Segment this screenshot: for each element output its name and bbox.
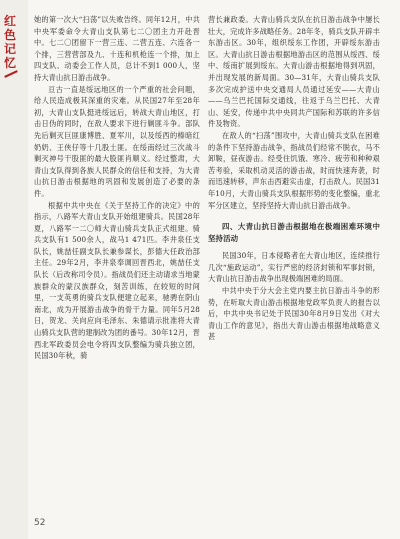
left-paragraph-3: 根据中共中央在《关于坚持工作的决定》中的指示，八路军大青山支队开始组建骑兵。民国28年夏，八路军一二〇师大青山骑兵支队正式组建。骑兵支队有1 500余人，战马1 471匹。李井泉任支队长，姚喆任副支队长兼参谋长，彭德大任政治部主任。29年2月，李井泉奉调回晋西北，姚喆任支队长（后改称司令员）。指战员们还主动请求当地蒙族群众的蒙汉族群众，刻苦训练，在较短的时间里，一支英勇的骑兵支队便建立起来，驰骋在阴山南北，成为开展游击战争的骨干力量。同年5月28日，贺龙、关向应向毛泽东、朱德请示批准将大青山骑兵支队营的建制改为团的番号。30年12月，晋西北军政委员会电令将四支队整编为骑兵独立团，民国30年秋，骑	[34, 200, 200, 361]
left-paragraph-1: 她的第一次大“扫荡”以失败告终。同年12月，中共中央军委命令大青山支队第七二〇团主力开赴晋中。七二〇团留下一营三连、二营五连、六连各一个排，三营营部及九、十连和机枪连一个排，加上四支队、动委会工作人员，总计不到1 000人，坚持大青山抗日游击战争。	[34, 15, 200, 82]
left-column	[34, 14, 200, 362]
section-label	[4, 14, 26, 75]
left-paragraph-2: 亘古一直是绥远地区的一个严重的社会问题，给人民造成极其深重的灾难。从民国27年至28年初，大青山支队挺进绥远后，转战大青山地区，打击日伪的同时，在敌人要求下进行剿匪斗争。部队先后剿灭巨匪康博胜、夏军川，以及绥西的榛暗红奶奶、王侠仔等十几股土匪。在绥南经过三次战斗剿灭神号干股匪的最大股匪肖顺义。经过整肃，大青山支队得到各族人民群众的信任和支持，为大青山抗日游击根据地的巩固和发展创造了必要的条件。	[34, 84, 200, 198]
right-paragraph-4: 中共中央于分大会主党内要主抗日游击斗争的形势，在听取大青山游击根据地党政军负责人的报告以后，中共中央书记处于民国30年8月9日发出《对大青山工作的意见》，指出大青山游击根据地战略意义甚	[208, 286, 380, 342]
page-number: 52	[34, 518, 46, 528]
right-paragraph-2: 在敌人的“扫荡”围攻中，大青山骑兵支队在困难的条件下坚持游击战争，指战员们经常不脱衣，马不卸鞍，昼夜游击。经受住饥饿、寒冷、疲劳和种种艰苦考验，采取机动灵活的游击战，时而快速奔袭，时而迅速转移，声东击西避实击虚，打击敌人。民国31年10月，大青山骑兵支队根据形势的变化整编，重北军分区建立，坚持坚持大青山抗日游击战争。	[208, 130, 380, 210]
margin-band	[0, 0, 28, 539]
right-column	[208, 14, 380, 343]
right-paragraph-3: 民国30年，日本侵略者在大青山地区，连续推行几次“施政运动”，实行严密的经济封锁和军事封锁，大青山抗日游击战争出现极端困难的局面。	[208, 251, 380, 284]
section-subheading: 四、大青山抗日游击根据地在极端困难环境中坚持活动	[208, 222, 380, 243]
section-label-text: 红色记忆	[4, 14, 17, 70]
right-paragraph-1: 营长兼政委。大青山骑兵支队在抗日游击战争中屡长壮大，完成许多战略任务。28年冬，骑兵支队开辟丰东游击区。30年，组织绥东工作团，开辟绥东游击区。大青山抗日游击根据地游击区的范围从绥西、绥中、绥南扩展到绥东。大青山游击根据地得到巩固，并出现发展的新局面。30—31年，大青山骑兵支队多次完成护送中央交通局人员通过延安——大青山——乌兰巴托国际交通线，往返于乌兰巴托、大青山、延安，传递中共中央同共产国际和苏联的许多信件及物资。	[208, 15, 380, 129]
